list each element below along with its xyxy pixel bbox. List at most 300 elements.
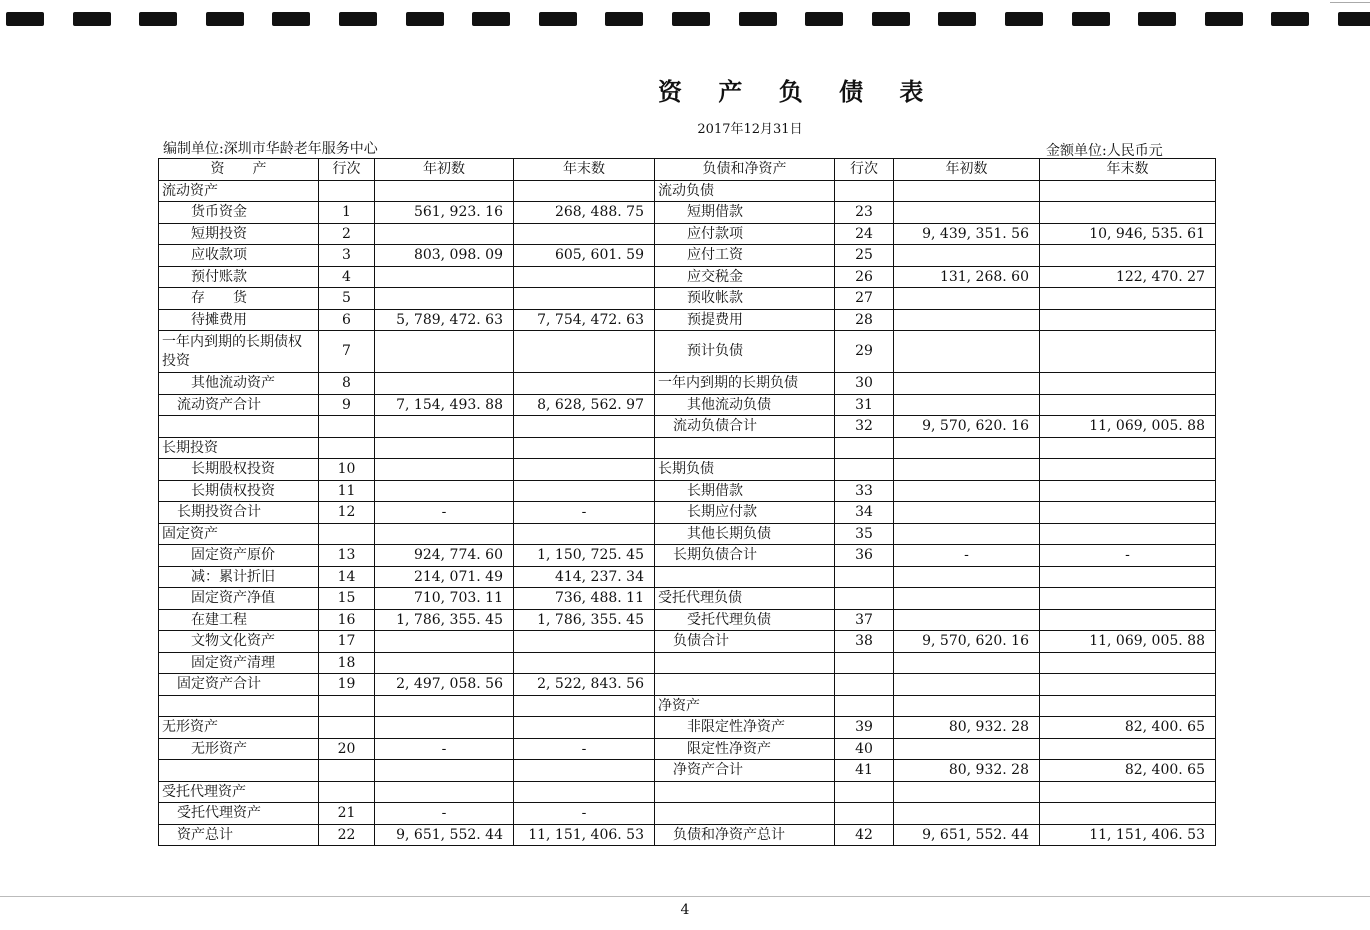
cell-opening-balance bbox=[375, 331, 514, 373]
binding-dash bbox=[406, 12, 444, 26]
footer-line bbox=[0, 896, 1370, 897]
cell-opening-balance: 924, 774. 60 bbox=[375, 545, 514, 567]
cell-row-no bbox=[835, 588, 894, 610]
cell-opening-balance: 9, 570, 620. 16 bbox=[894, 631, 1040, 653]
cell-row-no bbox=[835, 566, 894, 588]
cell-asset-name: 长期债权投资 bbox=[159, 480, 319, 502]
cell-opening-balance bbox=[894, 288, 1040, 310]
cell-closing-balance bbox=[1040, 652, 1216, 674]
cell-liability-name: 一年内到期的长期负债 bbox=[655, 373, 835, 395]
cell-opening-balance: 7, 154, 493. 88 bbox=[375, 394, 514, 416]
cell-liability-name: 长期应付款 bbox=[655, 502, 835, 524]
binding-dash bbox=[73, 12, 111, 26]
cell-closing-balance bbox=[514, 781, 655, 803]
cell-closing-balance bbox=[1040, 523, 1216, 545]
cell-closing-balance bbox=[514, 631, 655, 653]
cell-opening-balance bbox=[894, 588, 1040, 610]
cell-row-no bbox=[319, 717, 375, 739]
cell-opening-balance bbox=[894, 459, 1040, 481]
cell-closing-balance: 11, 151, 406. 53 bbox=[1040, 824, 1216, 846]
binding-dash bbox=[539, 12, 577, 26]
cell-opening-balance bbox=[894, 480, 1040, 502]
cell-row-no: 9 bbox=[319, 394, 375, 416]
header-closing: 年末数 bbox=[514, 159, 655, 181]
cell-row-no: 2 bbox=[319, 223, 375, 245]
cell-closing-balance: 82, 400. 65 bbox=[1040, 717, 1216, 739]
cell-asset-name: 长期投资 bbox=[159, 437, 319, 459]
cell-liability-name: 负债合计 bbox=[655, 631, 835, 653]
cell-row-no bbox=[835, 674, 894, 696]
cell-row-no: 32 bbox=[835, 416, 894, 438]
cell-opening-balance: 5, 789, 472. 63 bbox=[375, 309, 514, 331]
cell-liability-name: 预提费用 bbox=[655, 309, 835, 331]
cell-closing-balance bbox=[514, 480, 655, 502]
binding-dash bbox=[272, 12, 310, 26]
binding-dash bbox=[605, 12, 643, 26]
cell-asset-name: 短期投资 bbox=[159, 223, 319, 245]
binding-dash bbox=[472, 12, 510, 26]
cell-row-no bbox=[319, 695, 375, 717]
cell-opening-balance bbox=[894, 566, 1040, 588]
cell-closing-balance bbox=[1040, 695, 1216, 717]
cell-opening-balance bbox=[894, 309, 1040, 331]
cell-liability-name bbox=[655, 781, 835, 803]
cell-row-no bbox=[835, 459, 894, 481]
cell-liability-name: 短期借款 bbox=[655, 202, 835, 224]
binding-dash bbox=[672, 12, 710, 26]
binding-dash-strip bbox=[0, 12, 1370, 28]
cell-row-no: 20 bbox=[319, 738, 375, 760]
cell-opening-balance bbox=[894, 738, 1040, 760]
cell-opening-balance bbox=[894, 781, 1040, 803]
cell-opening-balance bbox=[375, 373, 514, 395]
cell-closing-balance: 11, 069, 005. 88 bbox=[1040, 416, 1216, 438]
cell-opening-balance bbox=[375, 416, 514, 438]
report-date: 2017年12月31日 bbox=[697, 122, 803, 137]
cell-asset-name: 其他流动资产 bbox=[159, 373, 319, 395]
cell-row-no: 26 bbox=[835, 266, 894, 288]
cell-row-no: 25 bbox=[835, 245, 894, 267]
cell-row-no: 39 bbox=[835, 717, 894, 739]
cell-opening-balance bbox=[894, 695, 1040, 717]
cell-liability-name bbox=[655, 803, 835, 825]
cell-opening-balance bbox=[894, 803, 1040, 825]
cell-closing-balance: 736, 488. 11 bbox=[514, 588, 655, 610]
cell-opening-balance bbox=[375, 523, 514, 545]
cell-opening-balance bbox=[894, 523, 1040, 545]
cell-closing-balance bbox=[514, 437, 655, 459]
cell-opening-balance: 1, 786, 355. 45 bbox=[375, 609, 514, 631]
cell-closing-balance: - bbox=[514, 738, 655, 760]
cell-closing-balance bbox=[514, 373, 655, 395]
cell-asset-name: 受托代理资产 bbox=[159, 803, 319, 825]
cell-opening-balance bbox=[894, 202, 1040, 224]
cell-opening-balance: - bbox=[375, 502, 514, 524]
cell-opening-balance bbox=[375, 288, 514, 310]
cell-liability-name: 流动负债 bbox=[655, 180, 835, 202]
cell-closing-balance bbox=[1040, 588, 1216, 610]
cell-row-no: 40 bbox=[835, 738, 894, 760]
cell-liability-name: 应交税金 bbox=[655, 266, 835, 288]
currency-unit: 金额单位:人民币元 bbox=[1046, 143, 1163, 159]
cell-opening-balance bbox=[375, 652, 514, 674]
cell-row-no: 7 bbox=[319, 331, 375, 373]
cell-closing-balance: 10, 946, 535. 61 bbox=[1040, 223, 1216, 245]
cell-liability-name bbox=[655, 437, 835, 459]
cell-row-no: 37 bbox=[835, 609, 894, 631]
cell-opening-balance bbox=[375, 459, 514, 481]
cell-row-no: 5 bbox=[319, 288, 375, 310]
cell-asset-name: 待摊费用 bbox=[159, 309, 319, 331]
cell-opening-balance bbox=[894, 373, 1040, 395]
cell-opening-balance: 2, 497, 058. 56 bbox=[375, 674, 514, 696]
cell-row-no: 42 bbox=[835, 824, 894, 846]
cell-opening-balance: - bbox=[375, 803, 514, 825]
binding-dash bbox=[1338, 12, 1370, 26]
table-row bbox=[159, 394, 1216, 416]
cell-opening-balance: 9, 651, 552. 44 bbox=[375, 824, 514, 846]
cell-row-no: 22 bbox=[319, 824, 375, 846]
header-row-no: 行次 bbox=[319, 159, 375, 181]
cell-liability-name: 净资产合计 bbox=[655, 760, 835, 782]
cell-closing-balance bbox=[514, 266, 655, 288]
cell-opening-balance: 80, 932. 28 bbox=[894, 760, 1040, 782]
cell-closing-balance: 122, 470. 27 bbox=[1040, 266, 1216, 288]
cell-opening-balance: 561, 923. 16 bbox=[375, 202, 514, 224]
cell-opening-balance: 803, 098. 09 bbox=[375, 245, 514, 267]
page-number: 4 bbox=[680, 902, 690, 918]
cell-opening-balance: 710, 703. 11 bbox=[375, 588, 514, 610]
cell-closing-balance: 11, 151, 406. 53 bbox=[514, 824, 655, 846]
table-row bbox=[159, 245, 1216, 267]
cell-opening-balance bbox=[894, 394, 1040, 416]
cell-asset-name: 在建工程 bbox=[159, 609, 319, 631]
cell-row-no: 23 bbox=[835, 202, 894, 224]
table-row bbox=[159, 631, 1216, 653]
cell-row-no: 4 bbox=[319, 266, 375, 288]
cell-opening-balance bbox=[375, 223, 514, 245]
cell-closing-balance: - bbox=[514, 803, 655, 825]
table-row bbox=[159, 824, 1216, 846]
cell-row-no bbox=[319, 416, 375, 438]
cell-opening-balance bbox=[375, 266, 514, 288]
table-row bbox=[159, 223, 1216, 245]
cell-opening-balance bbox=[375, 781, 514, 803]
table-row bbox=[159, 674, 1216, 696]
cell-closing-balance bbox=[1040, 373, 1216, 395]
cell-row-no bbox=[835, 695, 894, 717]
cell-row-no: 6 bbox=[319, 309, 375, 331]
cell-liability-name: 负债和净资产总计 bbox=[655, 824, 835, 846]
cell-closing-balance bbox=[1040, 738, 1216, 760]
cell-liability-name bbox=[655, 652, 835, 674]
cell-asset-name: 固定资产清理 bbox=[159, 652, 319, 674]
cell-liability-name: 长期借款 bbox=[655, 480, 835, 502]
cell-liability-name: 受托代理负债 bbox=[655, 588, 835, 610]
cell-row-no: 14 bbox=[319, 566, 375, 588]
balance-sheet-table bbox=[158, 158, 1216, 846]
cell-row-no: 41 bbox=[835, 760, 894, 782]
header-row-no-2: 行次 bbox=[835, 159, 894, 181]
cell-asset-name: 固定资产净值 bbox=[159, 588, 319, 610]
cell-row-no bbox=[835, 180, 894, 202]
cell-opening-balance bbox=[375, 480, 514, 502]
cell-opening-balance bbox=[894, 652, 1040, 674]
table-row bbox=[159, 717, 1216, 739]
table-row bbox=[159, 480, 1216, 502]
table-row bbox=[159, 760, 1216, 782]
table-row bbox=[159, 502, 1216, 524]
table-row bbox=[159, 331, 1216, 373]
header-asset: 资 产 bbox=[159, 159, 319, 181]
cell-closing-balance bbox=[1040, 331, 1216, 373]
cell-liability-name: 限定性净资产 bbox=[655, 738, 835, 760]
cell-asset-name: 长期股权投资 bbox=[159, 459, 319, 481]
table-row bbox=[159, 437, 1216, 459]
cell-row-no bbox=[835, 803, 894, 825]
table-row bbox=[159, 545, 1216, 567]
binding-dash bbox=[6, 12, 44, 26]
cell-asset-name: 流动资产合计 bbox=[159, 394, 319, 416]
cell-liability-name: 预收帐款 bbox=[655, 288, 835, 310]
cell-asset-name bbox=[159, 760, 319, 782]
cell-row-no: 12 bbox=[319, 502, 375, 524]
cell-closing-balance bbox=[1040, 674, 1216, 696]
header-row bbox=[159, 159, 1216, 181]
cell-closing-balance: 8, 628, 562. 97 bbox=[514, 394, 655, 416]
cell-opening-balance bbox=[375, 717, 514, 739]
binding-dash bbox=[1271, 12, 1309, 26]
cell-closing-balance bbox=[514, 459, 655, 481]
cell-asset-name: 固定资产合计 bbox=[159, 674, 319, 696]
cell-closing-balance bbox=[1040, 502, 1216, 524]
table-row bbox=[159, 288, 1216, 310]
cell-closing-balance bbox=[1040, 609, 1216, 631]
cell-liability-name bbox=[655, 674, 835, 696]
cell-row-no: 3 bbox=[319, 245, 375, 267]
cell-closing-balance bbox=[1040, 459, 1216, 481]
table-row bbox=[159, 416, 1216, 438]
cell-asset-name: 一年内到期的长期债权投资 bbox=[159, 331, 319, 373]
cell-closing-balance bbox=[1040, 202, 1216, 224]
cell-closing-balance bbox=[1040, 480, 1216, 502]
cell-closing-balance: 1, 786, 355. 45 bbox=[514, 609, 655, 631]
cell-asset-name: 资产总计 bbox=[159, 824, 319, 846]
cell-closing-balance bbox=[514, 223, 655, 245]
cell-row-no bbox=[835, 652, 894, 674]
cell-row-no: 35 bbox=[835, 523, 894, 545]
cell-closing-balance: 414, 237. 34 bbox=[514, 566, 655, 588]
cell-row-no: 17 bbox=[319, 631, 375, 653]
cell-opening-balance: - bbox=[375, 738, 514, 760]
binding-dash bbox=[1205, 12, 1243, 26]
top-edge-line bbox=[1330, 2, 1370, 3]
cell-closing-balance: 2, 522, 843. 56 bbox=[514, 674, 655, 696]
cell-row-no bbox=[319, 781, 375, 803]
binding-dash bbox=[805, 12, 843, 26]
cell-closing-balance bbox=[1040, 781, 1216, 803]
cell-closing-balance bbox=[514, 695, 655, 717]
cell-closing-balance: 1, 150, 725. 45 bbox=[514, 545, 655, 567]
cell-opening-balance: 131, 268. 60 bbox=[894, 266, 1040, 288]
cell-row-no bbox=[319, 437, 375, 459]
cell-liability-name: 受托代理负债 bbox=[655, 609, 835, 631]
cell-liability-name: 应付工资 bbox=[655, 245, 835, 267]
cell-asset-name: 流动资产 bbox=[159, 180, 319, 202]
cell-row-no: 38 bbox=[835, 631, 894, 653]
cell-row-no: 10 bbox=[319, 459, 375, 481]
binding-dash bbox=[872, 12, 910, 26]
cell-row-no: 27 bbox=[835, 288, 894, 310]
binding-dash bbox=[206, 12, 244, 26]
cell-asset-name: 应收款项 bbox=[159, 245, 319, 267]
cell-asset-name: 固定资产原价 bbox=[159, 545, 319, 567]
cell-closing-balance bbox=[1040, 803, 1216, 825]
cell-opening-balance bbox=[375, 760, 514, 782]
cell-opening-balance: 9, 570, 620. 16 bbox=[894, 416, 1040, 438]
cell-opening-balance: 214, 071. 49 bbox=[375, 566, 514, 588]
cell-opening-balance bbox=[375, 631, 514, 653]
cell-opening-balance bbox=[894, 674, 1040, 696]
cell-asset-name bbox=[159, 695, 319, 717]
cell-closing-balance bbox=[1040, 245, 1216, 267]
cell-asset-name bbox=[159, 416, 319, 438]
cell-asset-name: 受托代理资产 bbox=[159, 781, 319, 803]
cell-liability-name: 其他流动负债 bbox=[655, 394, 835, 416]
cell-row-no bbox=[319, 760, 375, 782]
cell-row-no: 36 bbox=[835, 545, 894, 567]
cell-opening-balance: 80, 932. 28 bbox=[894, 717, 1040, 739]
table-row bbox=[159, 738, 1216, 760]
cell-opening-balance bbox=[894, 245, 1040, 267]
cell-closing-balance bbox=[514, 416, 655, 438]
cell-closing-balance bbox=[514, 760, 655, 782]
cell-row-no: 19 bbox=[319, 674, 375, 696]
cell-row-no: 16 bbox=[319, 609, 375, 631]
cell-opening-balance bbox=[375, 180, 514, 202]
cell-opening-balance: 9, 651, 552. 44 bbox=[894, 824, 1040, 846]
header-closing-2: 年末数 bbox=[1040, 159, 1216, 181]
cell-closing-balance: 268, 488. 75 bbox=[514, 202, 655, 224]
cell-closing-balance bbox=[1040, 309, 1216, 331]
cell-opening-balance bbox=[375, 437, 514, 459]
cell-closing-balance bbox=[514, 331, 655, 373]
cell-opening-balance bbox=[894, 331, 1040, 373]
cell-row-no bbox=[835, 437, 894, 459]
cell-asset-name: 文物文化资产 bbox=[159, 631, 319, 653]
cell-closing-balance: - bbox=[514, 502, 655, 524]
cell-row-no: 11 bbox=[319, 480, 375, 502]
cell-asset-name: 货币资金 bbox=[159, 202, 319, 224]
table-row bbox=[159, 266, 1216, 288]
cell-closing-balance bbox=[514, 180, 655, 202]
cell-closing-balance bbox=[1040, 394, 1216, 416]
cell-opening-balance bbox=[894, 180, 1040, 202]
cell-closing-balance bbox=[1040, 288, 1216, 310]
table-row bbox=[159, 180, 1216, 202]
cell-opening-balance bbox=[375, 695, 514, 717]
cell-closing-balance: 82, 400. 65 bbox=[1040, 760, 1216, 782]
preparer-unit: 编制单位:深圳市华龄老年服务中心 bbox=[163, 141, 378, 157]
table-row bbox=[159, 588, 1216, 610]
cell-closing-balance: 605, 601. 59 bbox=[514, 245, 655, 267]
cell-asset-name: 减：累计折旧 bbox=[159, 566, 319, 588]
cell-row-no: 33 bbox=[835, 480, 894, 502]
cell-opening-balance bbox=[894, 609, 1040, 631]
table-row bbox=[159, 652, 1216, 674]
cell-asset-name: 长期投资合计 bbox=[159, 502, 319, 524]
header-opening: 年初数 bbox=[375, 159, 514, 181]
cell-opening-balance: - bbox=[894, 545, 1040, 567]
table-row bbox=[159, 523, 1216, 545]
cell-row-no: 15 bbox=[319, 588, 375, 610]
cell-liability-name: 长期负债合计 bbox=[655, 545, 835, 567]
cell-asset-name: 预付账款 bbox=[159, 266, 319, 288]
cell-closing-balance bbox=[514, 288, 655, 310]
cell-row-no: 30 bbox=[835, 373, 894, 395]
cell-asset-name: 无形资产 bbox=[159, 738, 319, 760]
cell-closing-balance bbox=[1040, 566, 1216, 588]
cell-asset-name: 固定资产 bbox=[159, 523, 319, 545]
cell-liability-name: 应付款项 bbox=[655, 223, 835, 245]
cell-closing-balance: 7, 754, 472. 63 bbox=[514, 309, 655, 331]
cell-row-no bbox=[835, 781, 894, 803]
cell-opening-balance bbox=[894, 437, 1040, 459]
cell-row-no: 29 bbox=[835, 331, 894, 373]
binding-dash bbox=[339, 12, 377, 26]
cell-closing-balance bbox=[514, 717, 655, 739]
table-row bbox=[159, 609, 1216, 631]
header-opening-2: 年初数 bbox=[894, 159, 1040, 181]
binding-dash bbox=[739, 12, 777, 26]
cell-row-no: 21 bbox=[319, 803, 375, 825]
page-title: 资 产 负 债 表 bbox=[658, 78, 938, 106]
table-row bbox=[159, 566, 1216, 588]
cell-row-no: 24 bbox=[835, 223, 894, 245]
cell-row-no: 31 bbox=[835, 394, 894, 416]
binding-dash bbox=[139, 12, 177, 26]
cell-asset-name: 无形资产 bbox=[159, 717, 319, 739]
cell-row-no: 13 bbox=[319, 545, 375, 567]
cell-opening-balance: 9, 439, 351. 56 bbox=[894, 223, 1040, 245]
cell-closing-balance bbox=[1040, 437, 1216, 459]
cell-closing-balance bbox=[514, 523, 655, 545]
binding-dash bbox=[1005, 12, 1043, 26]
cell-liability-name: 流动负债合计 bbox=[655, 416, 835, 438]
table-row bbox=[159, 695, 1216, 717]
cell-row-no: 18 bbox=[319, 652, 375, 674]
table-row bbox=[159, 781, 1216, 803]
binding-dash bbox=[1138, 12, 1176, 26]
cell-liability-name: 其他长期负债 bbox=[655, 523, 835, 545]
table-row bbox=[159, 803, 1216, 825]
cell-asset-name: 存 货 bbox=[159, 288, 319, 310]
table-row bbox=[159, 373, 1216, 395]
cell-row-no bbox=[319, 180, 375, 202]
cell-liability-name bbox=[655, 566, 835, 588]
cell-liability-name: 非限定性净资产 bbox=[655, 717, 835, 739]
cell-closing-balance: - bbox=[1040, 545, 1216, 567]
cell-closing-balance: 11, 069, 005. 88 bbox=[1040, 631, 1216, 653]
cell-row-no: 34 bbox=[835, 502, 894, 524]
binding-dash bbox=[938, 12, 976, 26]
header-liability: 负债和净资产 bbox=[655, 159, 835, 181]
table-row bbox=[159, 459, 1216, 481]
cell-closing-balance bbox=[514, 652, 655, 674]
table-row bbox=[159, 309, 1216, 331]
table-row bbox=[159, 202, 1216, 224]
cell-liability-name: 预计负债 bbox=[655, 331, 835, 373]
